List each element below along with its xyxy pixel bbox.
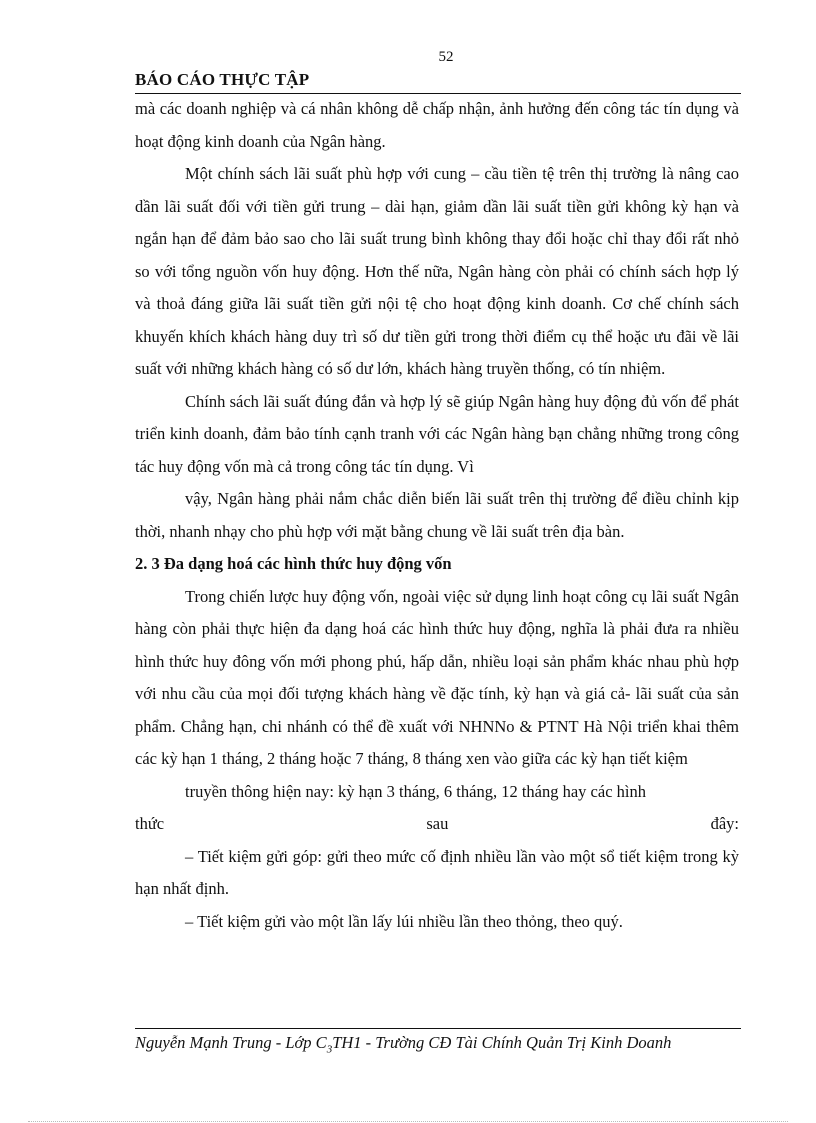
paragraph: Chính sách lãi suất đúng đắn và hợp lý sẽ giúp Ngân hàng huy động đủ vốn để phát triển kinh doanh, đảm bảo tính cạnh tranh với các Ngân hàng bạn chẳng những trong công tác huy động vốn mà cả trong công tác tín dụng. Vì: [135, 391, 739, 476]
paragraph: truyền thông hiện nay: kỳ hạn 3 tháng, 6 tháng, 12 tháng hay các hình: [185, 781, 646, 801]
section-heading: 2. 3 Đa dạng hoá các hình thức huy động vốn: [135, 554, 452, 573]
paragraph: vậy, Ngân hàng phải nắm chắc diễn biến lãi suất trên thị trường để điều chỉnh kịp thời, nhanh nhạy cho phù hợp với mặt bằng chung về lãi suất trên địa bàn.: [135, 489, 739, 541]
footer-author: Nguyễn Mạnh Trung - Lớp C: [135, 1033, 327, 1052]
paragraph: thức sau đây:: [135, 814, 739, 833]
footer-subscript: 3: [326, 1043, 333, 1056]
footer-divider: [135, 1028, 741, 1029]
paragraph: Trong chiến lược huy động vốn, ngoài việc sử dụng linh hoạt công cụ lãi suất Ngân hàng còn phải thực hiện đa dạng hoá các hình thức huy động, nghĩa là phải đưa ra nhiều hình thức huy đông vốn mới phong phú, hấp dẫn, nhiều loại sản phẩm khác nhau phù hợp với nhu cầu của mọi đối tượng khách hàng về đặc tính, kỳ hạn và giá cả- lãi suất của sản phẩm. Chẳng hạn, chi nhánh có thể đề xuất với NHNNo & PTNT Hà Nội triển khai thêm các kỳ hạn 1 tháng, 2 tháng hoặc 7 tháng, 8 tháng xen vào giữa các kỳ hạn tiết kiệm: [135, 586, 739, 768]
list-item: – Tiết kiệm gửi góp: gửi theo mức cố định nhiều lần vào một sổ tiết kiệm trong kỳ hạn nhất định.: [135, 846, 739, 898]
footer-school: TH1 - Trường CĐ Tài Chính Quản Trị Kinh Doanh: [332, 1033, 672, 1052]
footer-text: [135, 1032, 735, 1060]
page-number: 52: [438, 49, 454, 65]
paragraph: mà các doanh nghiệp và cá nhân không dễ chấp nhận, ảnh hưởng đến công tác tín dụng và hoạt động kinh doanh của Ngân hàng.: [135, 99, 739, 151]
header-title: BÁO CÁO THỰC TẬP: [135, 70, 310, 89]
page-edge: [28, 1121, 788, 1122]
paragraph: Một chính sách lãi suất phù hợp với cung – cầu tiền tệ trên thị trường là nâng cao dần lãi suất đối với tiền gửi trung – dài hạn, giảm dần lãi suất tiền gửi không kỳ hạn và ngắn hạn để đảm bảo sao cho lãi suất trung bình không thay đổi hoặc chỉ thay đổi rất nhỏ so với tổng nguồn vốn huy động. Hơn thế nữa, Ngân hàng còn phải có chính sách hợp lý và thoả đáng giữa lãi suất tiền gửi nội tệ cho hoạt động kinh doanh. Cơ chế chính sách khuyến khích khách hàng duy trì số dư tiền gửi trong thời điểm cụ thể hoặc ưu đãi về lãi suất với những khách hàng có số dư lớn, khách hàng truyền thống, có tín nhiệm.: [135, 164, 739, 378]
list-item: – Tiết kiệm gửi vào một lần lấy lúi nhiều lần theo thỏng, theo quý.: [185, 911, 623, 931]
document-body: [135, 93, 739, 938]
